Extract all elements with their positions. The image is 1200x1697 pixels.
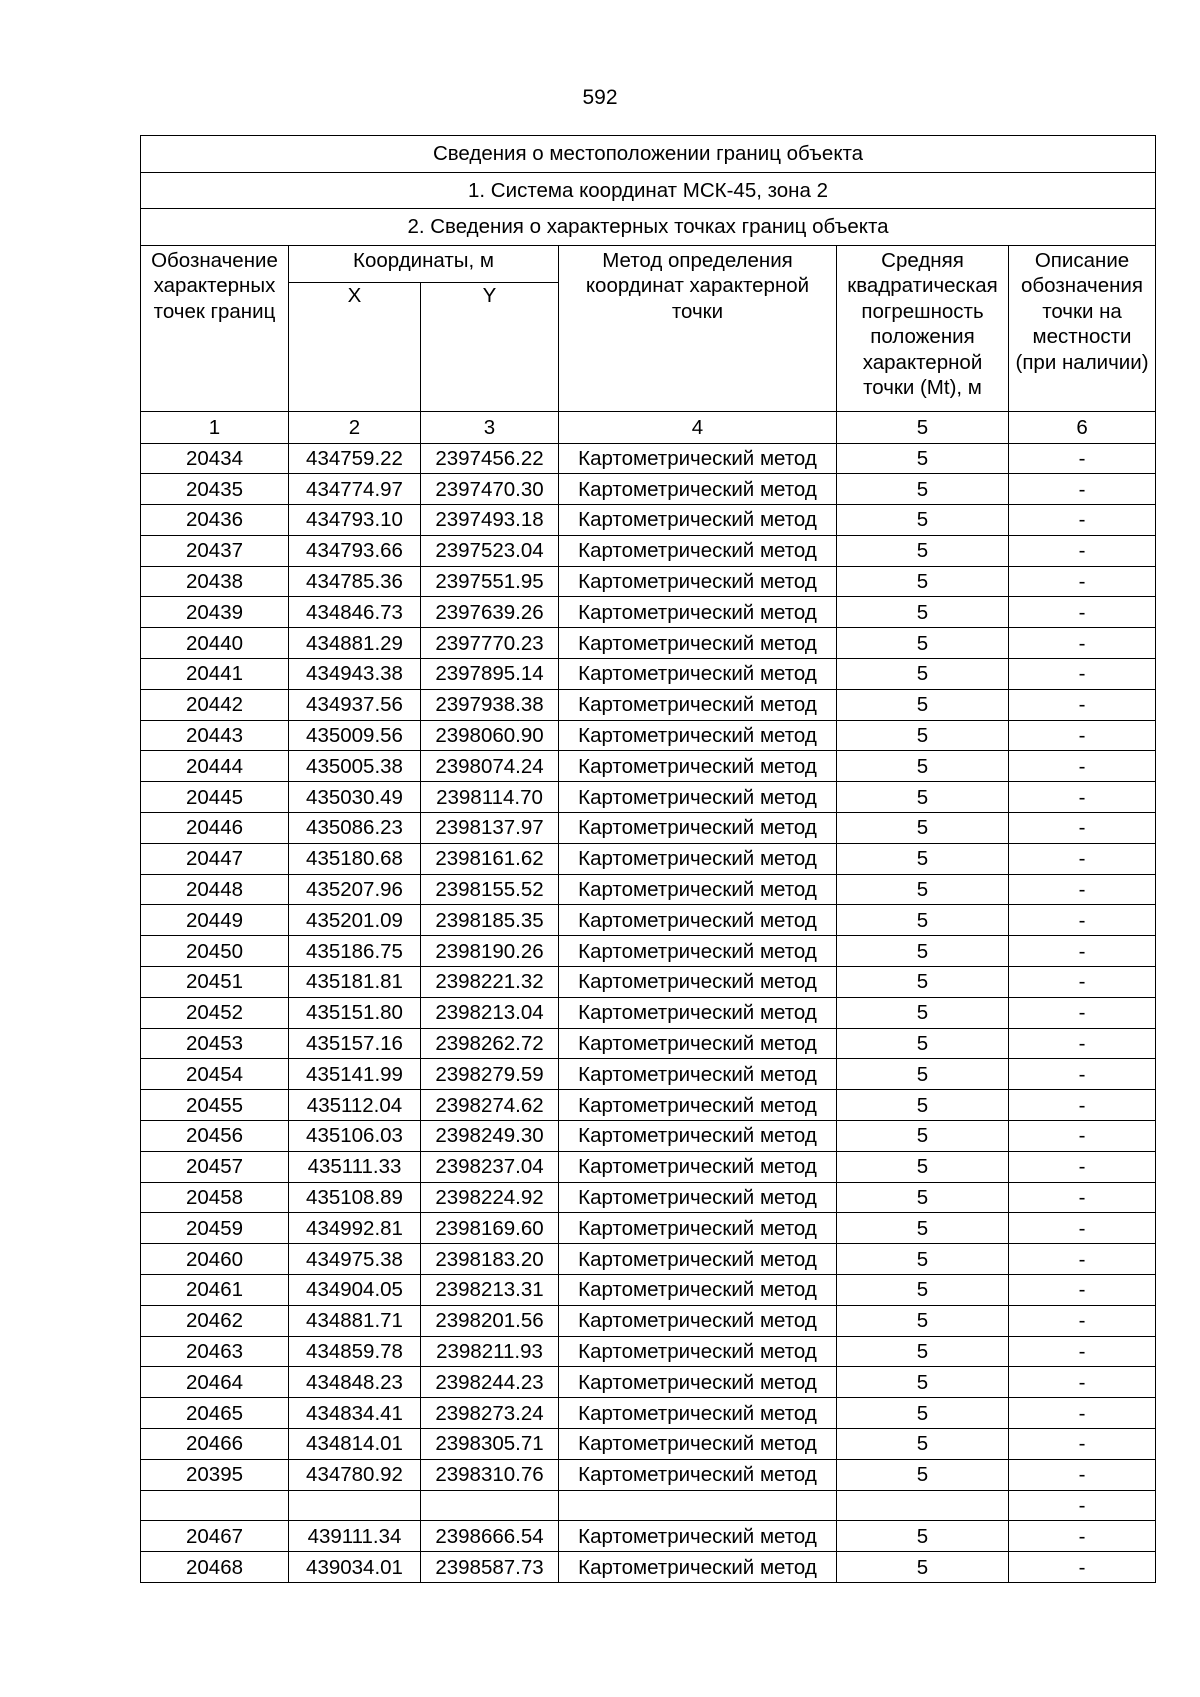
y-cell: 2398587.73 [421,1552,559,1583]
x-cell: 434834.41 [289,1398,421,1429]
point-cell: 20435 [141,474,289,505]
description-cell: - [1009,1521,1156,1552]
description-cell: - [1009,1090,1156,1121]
point-cell: 20460 [141,1244,289,1275]
error-cell: 5 [837,474,1009,505]
y-cell [421,1490,559,1521]
error-cell: 5 [837,1028,1009,1059]
error-cell: 5 [837,997,1009,1028]
error-cell: 5 [837,1151,1009,1182]
method-cell: Картометрический метод [559,505,837,536]
table-row [141,813,1156,844]
table-row [141,597,1156,628]
description-cell: - [1009,1244,1156,1275]
point-cell: 20446 [141,813,289,844]
point-cell: 20463 [141,1336,289,1367]
x-cell: 435181.81 [289,967,421,998]
table-row [141,566,1156,597]
table-row [141,1429,1156,1460]
error-cell: 5 [837,1552,1009,1583]
table-row [141,720,1156,751]
point-cell: 20461 [141,1275,289,1306]
table-row [141,1121,1156,1152]
point-cell: 20448 [141,874,289,905]
method-cell: Картометрический метод [559,443,837,474]
point-cell: 20450 [141,936,289,967]
col-number: 3 [421,411,559,443]
x-cell: 435106.03 [289,1121,421,1152]
point-cell: 20458 [141,1182,289,1213]
table-row [141,443,1156,474]
method-cell: Картометрический метод [559,843,837,874]
point-cell: 20452 [141,997,289,1028]
table-row [141,1490,1156,1521]
y-cell: 2397551.95 [421,566,559,597]
x-cell: 435201.09 [289,905,421,936]
error-cell: 5 [837,1182,1009,1213]
header-point: Обозначение характерных точек границ [141,245,289,411]
description-cell: - [1009,1552,1156,1583]
table-title: Сведения о местоположении границ объекта [141,136,1156,173]
table-row [141,936,1156,967]
description-cell: - [1009,505,1156,536]
error-cell: 5 [837,813,1009,844]
table-row [141,1059,1156,1090]
description-cell: - [1009,628,1156,659]
table-row [141,1552,1156,1583]
y-cell: 2398273.24 [421,1398,559,1429]
point-cell: 20436 [141,505,289,536]
y-cell: 2398310.76 [421,1459,559,1490]
description-cell: - [1009,936,1156,967]
header-description: Описание обозначения точки на местности (при наличии) [1009,245,1156,411]
x-cell: 439034.01 [289,1552,421,1583]
method-cell: Картометрический метод [559,1305,837,1336]
method-cell: Картометрический метод [559,1367,837,1398]
description-cell: - [1009,1182,1156,1213]
point-cell: 20455 [141,1090,289,1121]
header-coords: Координаты, м [289,245,559,282]
x-cell: 434881.71 [289,1305,421,1336]
error-cell: 5 [837,1090,1009,1121]
x-cell: 434814.01 [289,1429,421,1460]
error-cell: 5 [837,1244,1009,1275]
description-cell: - [1009,720,1156,751]
table-row [141,1459,1156,1490]
method-cell: Картометрический метод [559,474,837,505]
col-number: 5 [837,411,1009,443]
error-cell: 5 [837,720,1009,751]
error-cell: 5 [837,1367,1009,1398]
point-cell: 20467 [141,1521,289,1552]
error-cell: 5 [837,659,1009,690]
point-cell: 20434 [141,443,289,474]
description-cell: - [1009,443,1156,474]
description-cell: - [1009,782,1156,813]
description-cell: - [1009,1459,1156,1490]
method-cell: Картометрический метод [559,1090,837,1121]
coord-system-row [141,172,1156,209]
x-cell: 434793.10 [289,505,421,536]
method-cell: Картометрический метод [559,689,837,720]
point-cell: 20457 [141,1151,289,1182]
y-cell: 2397523.04 [421,535,559,566]
description-cell: - [1009,1059,1156,1090]
col-number: 1 [141,411,289,443]
method-cell: Картометрический метод [559,1028,837,1059]
point-cell: 20439 [141,597,289,628]
point-cell: 20442 [141,689,289,720]
error-cell: 5 [837,874,1009,905]
description-cell: - [1009,1429,1156,1460]
header-row [141,245,1156,282]
y-cell: 2398161.62 [421,843,559,874]
description-cell: - [1009,535,1156,566]
table-row [141,905,1156,936]
description-cell: - [1009,874,1156,905]
y-cell: 2398213.31 [421,1275,559,1306]
error-cell: 5 [837,1305,1009,1336]
error-cell: 5 [837,505,1009,536]
table-row [141,751,1156,782]
column-numbers-row [141,411,1156,443]
point-cell: 20438 [141,566,289,597]
point-cell: 20459 [141,1213,289,1244]
point-cell: 20466 [141,1429,289,1460]
error-cell: 5 [837,905,1009,936]
table-row [141,474,1156,505]
description-cell: - [1009,905,1156,936]
error-cell: 5 [837,1121,1009,1152]
y-cell: 2397493.18 [421,505,559,536]
y-cell: 2398169.60 [421,1213,559,1244]
table-row [141,535,1156,566]
header-error: Средняя квадратическая погрешность положения характерной точки (Mt), м [837,245,1009,411]
method-cell: Картометрический метод [559,874,837,905]
error-cell: 5 [837,535,1009,566]
error-cell: 5 [837,1336,1009,1367]
y-cell: 2398190.26 [421,936,559,967]
y-cell: 2398221.32 [421,967,559,998]
x-cell: 434943.38 [289,659,421,690]
x-cell: 435180.68 [289,843,421,874]
description-cell: - [1009,843,1156,874]
method-cell: Картометрический метод [559,597,837,628]
method-cell: Картометрический метод [559,566,837,597]
y-cell: 2397938.38 [421,689,559,720]
table-row [141,659,1156,690]
point-cell: 20451 [141,967,289,998]
method-cell: Картометрический метод [559,1213,837,1244]
header-y: Y [421,282,559,411]
y-cell: 2398305.71 [421,1429,559,1460]
point-cell: 20456 [141,1121,289,1152]
table-row [141,1151,1156,1182]
table-row [141,967,1156,998]
table-row [141,1182,1156,1213]
table-row [141,1244,1156,1275]
x-cell: 434846.73 [289,597,421,628]
description-cell: - [1009,1275,1156,1306]
method-cell: Картометрический метод [559,997,837,1028]
description-cell: - [1009,1367,1156,1398]
y-cell: 2397895.14 [421,659,559,690]
y-cell: 2398183.20 [421,1244,559,1275]
error-cell: 5 [837,628,1009,659]
x-cell: 435030.49 [289,782,421,813]
table-row [141,1398,1156,1429]
x-cell: 439111.34 [289,1521,421,1552]
error-cell: 5 [837,1429,1009,1460]
error-cell [837,1490,1009,1521]
table-row [141,628,1156,659]
section-title: 2. Сведения о характерных точках границ объекта [141,209,1156,246]
table-row [141,874,1156,905]
y-cell: 2398185.35 [421,905,559,936]
method-cell: Картометрический метод [559,1244,837,1275]
description-cell: - [1009,474,1156,505]
x-cell: 434859.78 [289,1336,421,1367]
x-cell: 434774.97 [289,474,421,505]
x-cell [289,1490,421,1521]
y-cell: 2398274.62 [421,1090,559,1121]
table-row [141,689,1156,720]
y-cell: 2398224.92 [421,1182,559,1213]
error-cell: 5 [837,1059,1009,1090]
point-cell: 20437 [141,535,289,566]
col-number: 6 [1009,411,1156,443]
table-row [141,1090,1156,1121]
table-row [141,1275,1156,1306]
section-row [141,209,1156,246]
error-cell: 5 [837,1398,1009,1429]
method-cell: Картометрический метод [559,1336,837,1367]
y-cell: 2398201.56 [421,1305,559,1336]
method-cell: Картометрический метод [559,1552,837,1583]
x-cell: 434780.92 [289,1459,421,1490]
table-row [141,843,1156,874]
x-cell: 435157.16 [289,1028,421,1059]
point-cell: 20449 [141,905,289,936]
table-row [141,1213,1156,1244]
y-cell: 2397470.30 [421,474,559,505]
y-cell: 2398137.97 [421,813,559,844]
y-cell: 2398666.54 [421,1521,559,1552]
x-cell: 435108.89 [289,1182,421,1213]
page-number: 592 [582,86,618,109]
x-cell: 434881.29 [289,628,421,659]
y-cell: 2398244.23 [421,1367,559,1398]
method-cell: Картометрический метод [559,720,837,751]
error-cell: 5 [837,843,1009,874]
y-cell: 2397639.26 [421,597,559,628]
method-cell [559,1490,837,1521]
method-cell: Картометрический метод [559,751,837,782]
boundary-points-table [140,135,1156,1583]
error-cell: 5 [837,443,1009,474]
point-cell: 20445 [141,782,289,813]
method-cell: Картометрический метод [559,1059,837,1090]
description-cell: - [1009,813,1156,844]
x-cell: 435005.38 [289,751,421,782]
description-cell: - [1009,1028,1156,1059]
method-cell: Картометрический метод [559,936,837,967]
method-cell: Картометрический метод [559,782,837,813]
table-title-row [141,136,1156,173]
point-cell: 20444 [141,751,289,782]
method-cell: Картометрический метод [559,628,837,659]
table-row [141,505,1156,536]
y-cell: 2398262.72 [421,1028,559,1059]
error-cell: 5 [837,1275,1009,1306]
x-cell: 435111.33 [289,1151,421,1182]
point-cell: 20453 [141,1028,289,1059]
x-cell: 435186.75 [289,936,421,967]
table-row [141,1521,1156,1552]
method-cell: Картометрический метод [559,1275,837,1306]
y-cell: 2398279.59 [421,1059,559,1090]
description-cell: - [1009,659,1156,690]
table-row [141,1305,1156,1336]
error-cell: 5 [837,597,1009,628]
error-cell: 5 [837,967,1009,998]
point-cell: 20462 [141,1305,289,1336]
method-cell: Картометрический метод [559,1182,837,1213]
y-cell: 2398213.04 [421,997,559,1028]
x-cell: 434992.81 [289,1213,421,1244]
method-cell: Картометрический метод [559,905,837,936]
method-cell: Картометрический метод [559,1459,837,1490]
description-cell: - [1009,1305,1156,1336]
method-cell: Картометрический метод [559,967,837,998]
y-cell: 2398237.04 [421,1151,559,1182]
y-cell: 2398060.90 [421,720,559,751]
x-cell: 435141.99 [289,1059,421,1090]
description-cell: - [1009,1151,1156,1182]
error-cell: 5 [837,566,1009,597]
header-x: X [289,282,421,411]
method-cell: Картометрический метод [559,1121,837,1152]
x-cell: 434975.38 [289,1244,421,1275]
x-cell: 434785.36 [289,566,421,597]
y-cell: 2398074.24 [421,751,559,782]
point-cell: 20468 [141,1552,289,1583]
method-cell: Картометрический метод [559,1398,837,1429]
error-cell: 5 [837,1521,1009,1552]
x-cell: 434848.23 [289,1367,421,1398]
description-cell: - [1009,751,1156,782]
description-cell: - [1009,1213,1156,1244]
method-cell: Картометрический метод [559,535,837,566]
y-cell: 2398249.30 [421,1121,559,1152]
table-row [141,1028,1156,1059]
method-cell: Картометрический метод [559,1429,837,1460]
point-cell: 20464 [141,1367,289,1398]
point-cell: 20443 [141,720,289,751]
table-row [141,1336,1156,1367]
x-cell: 435009.56 [289,720,421,751]
error-cell: 5 [837,782,1009,813]
x-cell: 435207.96 [289,874,421,905]
description-cell: - [1009,566,1156,597]
y-cell: 2397770.23 [421,628,559,659]
point-cell: 20447 [141,843,289,874]
point-cell: 20395 [141,1459,289,1490]
table-row [141,997,1156,1028]
description-cell: - [1009,1490,1156,1521]
x-cell: 434759.22 [289,443,421,474]
description-cell: - [1009,967,1156,998]
y-cell: 2398114.70 [421,782,559,813]
col-number: 4 [559,411,837,443]
error-cell: 5 [837,1213,1009,1244]
x-cell: 435151.80 [289,997,421,1028]
y-cell: 2398155.52 [421,874,559,905]
error-cell: 5 [837,1459,1009,1490]
method-cell: Картометрический метод [559,1521,837,1552]
description-cell: - [1009,689,1156,720]
point-cell: 20440 [141,628,289,659]
description-cell: - [1009,1121,1156,1152]
table-row [141,782,1156,813]
y-cell: 2398211.93 [421,1336,559,1367]
x-cell: 435086.23 [289,813,421,844]
description-cell: - [1009,997,1156,1028]
x-cell: 434937.56 [289,689,421,720]
description-cell: - [1009,597,1156,628]
point-cell: 20441 [141,659,289,690]
col-number: 2 [289,411,421,443]
method-cell: Картометрический метод [559,1151,837,1182]
coord-system: 1. Система координат МСК-45, зона 2 [141,172,1156,209]
description-cell: - [1009,1398,1156,1429]
method-cell: Картометрический метод [559,659,837,690]
header-method: Метод определения координат характерной точки [559,245,837,411]
x-cell: 435112.04 [289,1090,421,1121]
error-cell: 5 [837,689,1009,720]
error-cell: 5 [837,751,1009,782]
point-cell [141,1490,289,1521]
description-cell: - [1009,1336,1156,1367]
table-row [141,1367,1156,1398]
x-cell: 434793.66 [289,535,421,566]
x-cell: 434904.05 [289,1275,421,1306]
y-cell: 2397456.22 [421,443,559,474]
point-cell: 20454 [141,1059,289,1090]
method-cell: Картометрический метод [559,813,837,844]
error-cell: 5 [837,936,1009,967]
point-cell: 20465 [141,1398,289,1429]
